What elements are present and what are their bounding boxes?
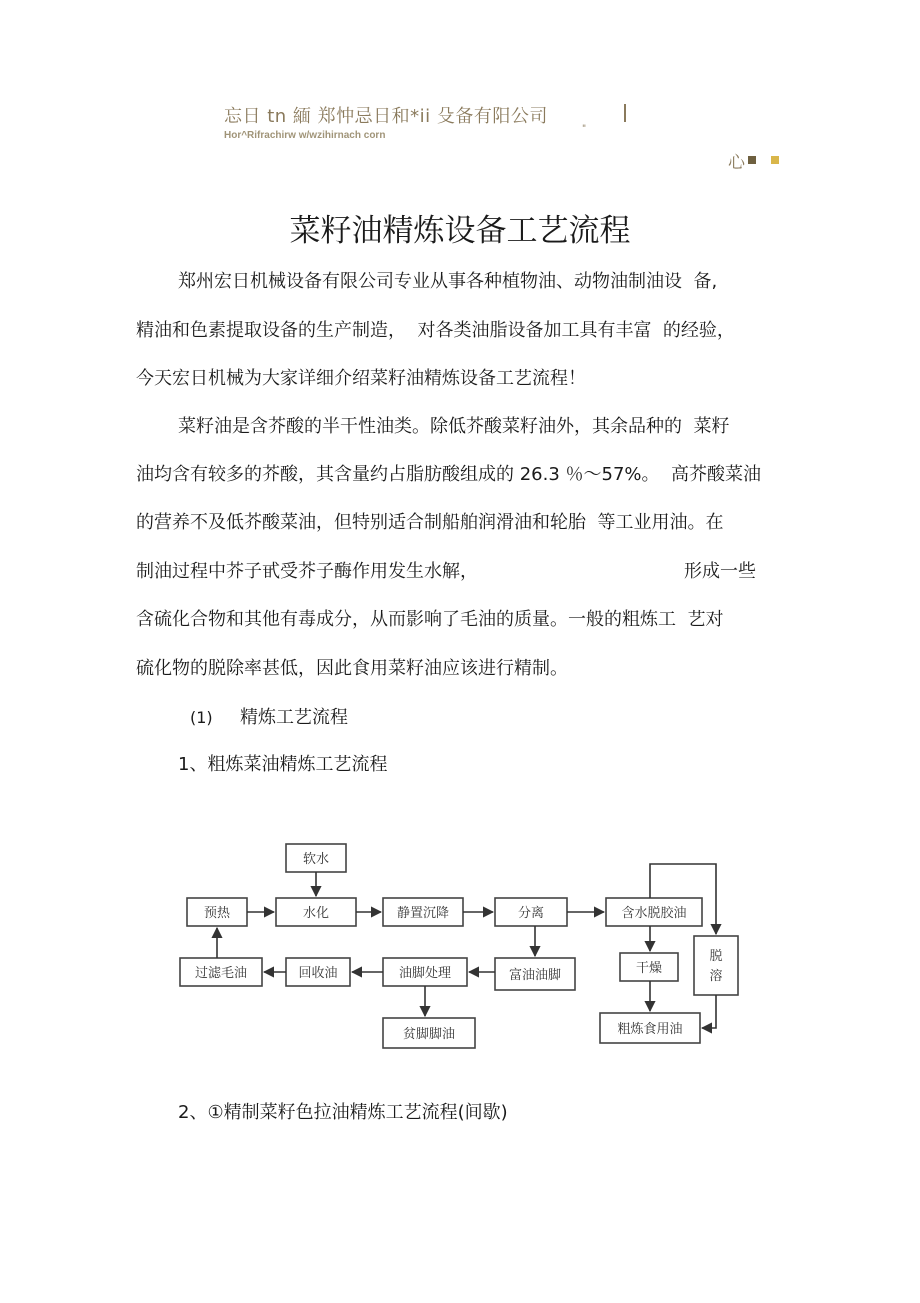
label-degum: 含水脱胶油 <box>621 906 687 921</box>
label-desolventize-1: 脱 <box>709 949 723 964</box>
refining-flow-diagram <box>170 830 750 1059</box>
arrow-desolventize-crude <box>702 995 716 1028</box>
paragraph2-line3: 的营养不及低芥酸菜油，但特别适合制船舶润滑油和轮胎 等工业用油。在 <box>136 512 724 533</box>
label-separation: 分离 <box>517 906 545 921</box>
header-company-name: 忘日 tn 緬 郑忡忌日和*ii 殳备有阳公司 <box>224 106 548 127</box>
paragraph1-line2: 精油和色素提取设备的生产制造， 对各类油脂设备加工具有丰富 的经验， <box>136 320 735 341</box>
paragraph2-line4b: 形成一些 <box>684 561 756 582</box>
header-tick: " <box>582 124 587 134</box>
subsection-1-heading: 1、粗炼菜油精炼工艺流程 <box>178 754 388 775</box>
header-divider <box>624 104 626 122</box>
label-rich-foots: 富油油脚 <box>508 968 562 983</box>
header-square-dark <box>748 156 756 164</box>
paragraph2-line6: 硫化物的脱除率甚低，因此食用菜籽油应该进行精制。 <box>136 658 568 679</box>
label-foots-processing: 油脚处理 <box>398 966 452 981</box>
section-number: (1) <box>190 708 213 727</box>
paragraph2-line4a: 制油过程中芥子甙受芥子酶作用发生水解， <box>136 561 478 582</box>
label-crude-edible: 粗炼食用油 <box>617 1022 683 1037</box>
header-square-gold <box>771 156 779 164</box>
label-filter: 过滤毛油 <box>194 966 248 981</box>
label-desolventize-2: 溶 <box>709 969 723 984</box>
paragraph1-line1: 郑州宏日机械设备有限公司专业从事各种植物油、动物油制油设 备, <box>178 271 718 292</box>
paragraph2-line5: 含硫化合物和其他有毒成分，从而影响了毛油的质量。一般的粗炼工 艺对 <box>136 609 724 630</box>
label-recover: 回收油 <box>298 966 338 981</box>
label-preheat: 预热 <box>203 906 231 921</box>
node-desolventize <box>694 936 738 995</box>
paragraph1-line3: 今天宏日机械为大家详细介绍菜籽油精炼设备工艺流程！ <box>136 368 586 389</box>
label-dry: 干燥 <box>635 961 663 976</box>
header-logo-mark: 心 <box>728 153 745 173</box>
paragraph2-line1: 菜籽油是含芥酸的半干性油类。除低芥酸菜籽油外，其余品种的 菜籽 <box>178 416 730 437</box>
paragraph2-line2: 油均含有较多的芥酸，其含量约占脂肪酸组成的 26.3 ％〜57%。 高芥酸菜油 <box>136 464 761 485</box>
label-hydration: 水化 <box>302 906 330 921</box>
subsection-2-heading: 2、①精制菜籽色拉油精炼工艺流程(间歇) <box>178 1102 508 1123</box>
label-soft-water: 软水 <box>302 852 330 867</box>
section-heading: 精炼工艺流程 <box>240 707 348 728</box>
document-title: 菜籽油精炼设备工艺流程 <box>289 213 631 249</box>
label-lean-foots: 贫脚脚油 <box>402 1027 456 1042</box>
header-website: Hor^Rifrachirw w/wzihirnach corn <box>224 130 386 141</box>
label-settling: 静置沉降 <box>396 906 450 921</box>
